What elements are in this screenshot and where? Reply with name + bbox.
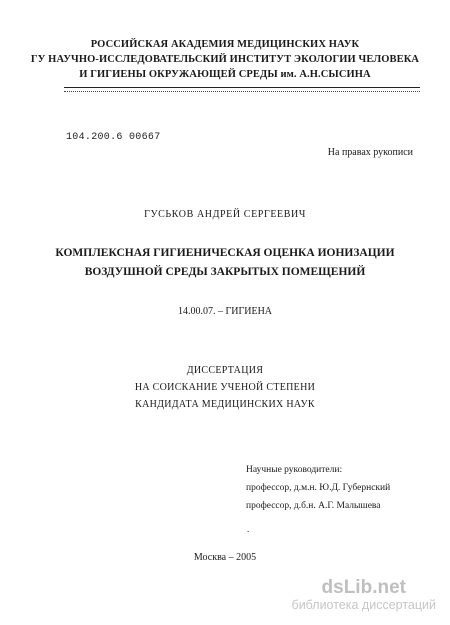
author-name: ГУСЬКОВ АНДРЕЙ СЕРГЕЕВИЧ	[144, 209, 306, 220]
institution-line-3: И ГИГИЕНЫ ОКРУЖАЮЩЕЙ СРЕДЫ им. А.Н.СЫСИНА	[79, 69, 371, 80]
supervisor-2: профессор, д.б.н. А.Г. Малышева	[246, 501, 381, 511]
header-rule-dotted	[64, 91, 420, 92]
specialty-code: 14.00.07. – ГИГИЕНА	[177, 306, 273, 317]
supervisors-heading: Научные руководители:	[246, 465, 343, 475]
watermark	[292, 578, 436, 613]
manuscript-rights: На правах рукописи	[327, 147, 413, 158]
supervisor-1: профессор, д.м.н. Ю.Д. Губернский	[246, 483, 391, 493]
dissertation-label: ДИССЕРТАЦИЯ	[186, 365, 264, 376]
supervisors-block	[246, 461, 390, 515]
header-rule	[64, 87, 420, 88]
degree-line: НА СОИСКАНИЕ УЧЕНОЙ СТЕПЕНИ	[134, 382, 316, 393]
thesis-title-line-2: ВОЗДУШНОЙ СРЕДЫ ЗАКРЫТЫХ ПОМЕЩЕНИЙ	[84, 266, 366, 278]
stray-dot: .	[247, 524, 250, 534]
institution-line-1: РОССИЙСКАЯ АКАДЕМИЯ МЕДИЦИНСКИХ НАУК	[90, 39, 360, 50]
library-stamp: 104.200.6 00667	[66, 132, 161, 143]
city-year: Москва – 2005	[193, 552, 257, 563]
thesis-title-line-1: КОМПЛЕКСНАЯ ГИГИЕНИЧЕСКАЯ ОЦЕНКА ИОНИЗАЦИИ	[55, 247, 395, 259]
degree-field: КАНДИДАТА МЕДИЦИНСКИХ НАУК	[135, 399, 315, 410]
institution-line-2: ГУ НАУЧНО-ИССЛЕДОВАТЕЛЬСКИЙ ИНСТИТУТ ЭКОЛОГИИ ЧЕЛОВЕКА	[30, 54, 420, 65]
watermark-tagline: библиотека диссертаций	[291, 598, 436, 612]
watermark-logo: dsLib.net	[321, 577, 406, 598]
